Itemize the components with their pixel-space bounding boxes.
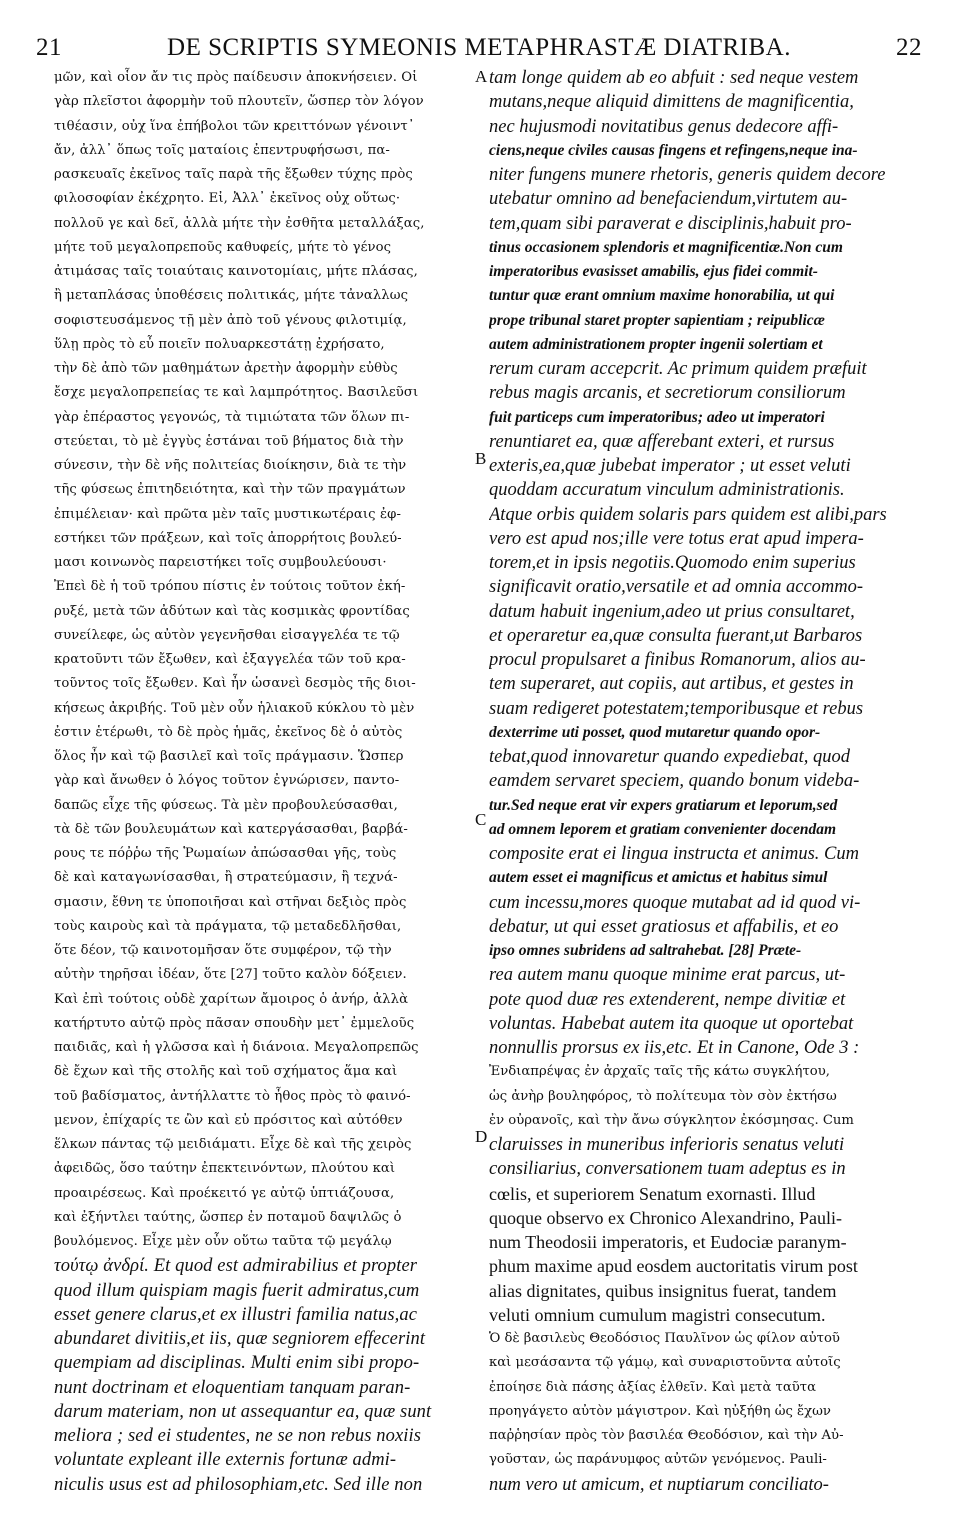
text-line: καὶ ἐξήντλει ταύτης, ὥσπερ ἐν ποταμοῦ δαψιλῶς ὁ (54, 1209, 402, 1225)
text-line: significavit oratio,versatile et ad omnia accommo- (489, 577, 864, 598)
text-line: δαπῶς εἶχε τῆς φύσεως. Τὰ μὲν προβουλεύσασθαι, (54, 797, 398, 813)
text-line: cœlis, et superiorem Senatum exornasti. Illud (489, 1183, 816, 1204)
text-line: ἐστιν ἑτέρωθι, τὸ δὲ πρὸς ἡμᾶς, ἐκεῖνος δὲ ὁ αὐτὸς (54, 724, 403, 740)
text-line: μήτε τοῦ μεγαλοπρεποῦς καθυφείς, μήτε τὸ γένος (54, 239, 392, 255)
text-line: ρους τε πόῤῥω τῆς Ῥωμαίων ἀπώσασθαι γῆς, τοὺς (54, 846, 397, 861)
text-line: σοφιστευσάμενος τῇ μὲν ἀπὸ τοῦ γένους φιλοτιμίᾳ, (54, 312, 407, 328)
text-line: dexterrime uti posset, quod mutaretur quando opor- (489, 723, 821, 741)
text-line: συνείλεφε, ὡς αὐτὸν γεγενῆσθαι εἰσαγγελέα τε τῷ (54, 627, 400, 643)
text-line: abundaret divitiis,et iis, quæ segniorem effecerint (54, 1329, 426, 1349)
text-line: utebatur omnino ad benefaciendum,virtutem au- (489, 189, 848, 210)
text-line: Atque orbis quidem solaris pars quidem est alibi,pars (489, 504, 887, 525)
text-line: ὅτε δέον, τῷ καινοτομῆσαν ὅτε συμφέρον, τῷ τὴν (54, 943, 392, 958)
text-line: quoque observo ex Chronico Alexandrino, Pauli- (489, 1207, 842, 1228)
text-line: γὰρ ἐπέραστος γεγονώς, τὰ τιμιώτατα τῶν ὅλων πι- (54, 409, 410, 425)
margin-mark-d: D (475, 1127, 488, 1146)
text-line: pote quod duæ res extenderent, nempe divitiæ et (489, 989, 846, 1010)
text-line: fuit particeps cum imperatoribus; adeo ut imperatori (489, 408, 825, 426)
text-line: ὅλος ἦν καὶ τῷ βασιλεῖ καὶ τοῖς πράγμασιν. Ὥσπερ (54, 749, 404, 764)
text-line: claruisses in muneribus inferioris senatus veluti (489, 1135, 845, 1155)
running-title: DE SCRIPTIS SYMEONIS METAPHRASTÆ DIATRIBA. (167, 34, 791, 61)
text-line: autem administrationem propter ingenii solertiam et (489, 335, 823, 353)
text-line: Ἐνδιαπρέψας ἐν ἀρχαῖς ταῖς τῆς κάτω συγκλήτου, (489, 1064, 830, 1080)
text-line: eamdem servaret speciem, quando bonum videba- (489, 771, 860, 792)
text-line: torem,et in ipsis negotiis.Quomodo enim superius (489, 553, 856, 573)
text-line: exteris,ea,quæ jubebat imperator ; ut esset veluti (489, 456, 851, 476)
text-line: γὰρ καὶ ἄνωθεν ὁ λόγος τοῦτον ἐγνώρισεν, παντο- (54, 773, 400, 789)
text-line: autem esset ei magnificus et amictus et habitus simul (489, 869, 828, 887)
text-line: προηγάγετο αὐτὸν μάγιστρον. Καὶ ηὐξήθη ὡς ἔχων (489, 1403, 831, 1419)
text-line: datum habuit ingenium,adeo ut prius consultaret, (489, 601, 855, 622)
text-line: esset genere clarus,et ex illustri familia natus,ac (54, 1304, 418, 1325)
text-line: φιλοσοφίαν ἐκέχρητο. Εἰ, Ἀλλ᾽ ἐκεῖνος οὐχ οὕτως· (54, 191, 401, 207)
text-line: composite erat ei lingua instructa et animus. Cum (489, 844, 859, 864)
text-line: veluti omnium cumulum magistri consecutum. (489, 1304, 826, 1325)
text-line: γὰρ πλεῖστοι ἀφορμὴν τοῦ πλουτεῖν, ὥσπερ τὸν λόγον (54, 94, 424, 110)
text-line: ad omnem leporem et gratiam convenienter docendam (489, 820, 836, 838)
text-line: προαιρέσεως. Καὶ προέκειτό γε αὐτῷ ὑπτιάζουσα, (54, 1185, 395, 1201)
text-line: παῤῥησίαν πρὸς τὸν βασιλέα Θεοδόσιον, καὶ τὴν Αὐ- (489, 1428, 844, 1443)
text-line: imperatoribus evasisset amabilis, ejus fidei commit- (489, 263, 818, 280)
text-line: μενον, ἐπίχαρίς τε ὢν καὶ εὐ πρόσιτος καὶ αὐτόθεν (54, 1112, 403, 1128)
text-line: ἄν, ἀλλ᾽ ὅπως τοῖς ματαίοις ἐπεντρυφήσωσι, πα- (54, 142, 390, 158)
text-line: et operaretur ea,quæ consulta fuerant,ut Barbaros (489, 625, 863, 646)
text-line: γοῦσταν, ὡς παράνυμφος αὐτῶν γενόμενος. Pauli- (489, 1452, 827, 1468)
text-line: ἀτιμάσας ταῖς τοιαύταις καινοτομίαις, μήτε πλάσας, (54, 264, 418, 279)
text-line: rea autem manu quoque minime erat parcus, ut- (489, 965, 846, 986)
right-column (489, 66, 919, 1497)
text-line: mutans,neque aliquid dimittens de magnificentia, (489, 92, 854, 113)
margin-mark-a: A (475, 67, 488, 86)
text-line: ἀφειδῶς, ὅσο ταύτην ἐπεκτεινόντων, πλούτου καὶ (54, 1161, 396, 1177)
text-line: tuntur quæ erant omnium maxime honorabilia, ut qui (489, 287, 835, 305)
text-line: κήσεως ἀκριβής. Τοῦ μὲν οὖν ἡλιακοῦ κύκλου τὸ μὲν (54, 700, 415, 716)
text-line: μῶν, καὶ οἷον ἄν τις πρὸς παίδευσιν ἀποκνήσειεν. Οἱ (54, 70, 418, 85)
text-line: ὕλῃ πρὸς τὸ εὖ ποιεῖν πολυαρκεστάτῃ ἐχρήσατο, (54, 336, 385, 352)
text-line: phum maxime apud eosdem auctoritatis virum post (489, 1256, 858, 1277)
text-line: εστήκει τῶν πράξεων, καὶ τοῖς ἀπορρήτοις βουλεύ- (54, 530, 402, 546)
text-line: ρασκευαῖς ἐκεῖνος ταῖς παρὰ τῆς ἔξωθεν τύχης πρὸς (54, 167, 413, 182)
text-line: tem,quam sibi paraverat e disciplinis,habuit pro- (489, 213, 852, 234)
text-line: ipso omnes subridens ad saltrahebat. [28] Præte- (489, 942, 802, 959)
text-line: num vero ut amicum, et nuptiarum conciliato- (489, 1474, 829, 1495)
text-line: quoddam accuratum vinculum administrationis. (489, 480, 845, 501)
text-line: στεύεται, τὸ μὲ ἐγγὺς ἑστάναι τοῦ βήματος διὰ τὴν (54, 433, 404, 449)
text-line: alias dignitates, quibus insignitus fuerat, tandem (489, 1280, 837, 1301)
text-line: σμασιν, ἔθνη τε ὑποποιῆσαι καὶ στῆναι δεξιὸς πρὸς (54, 894, 407, 910)
text-line: παιδιᾶς, καὶ ἡ γλῶσσα καὶ ἡ διάνοια. Μεγαλοπρεπῶς (54, 1040, 419, 1055)
margin-mark-b: B (475, 449, 487, 468)
text-line: voluntas. Habebat autem ita quoque ut oportebat (489, 1013, 854, 1034)
text-line: meliora ; sed ei studentes, ne se non rebus noxiis (54, 1426, 422, 1446)
text-line: prope tribunal staret propter sapientiam ; reipublicæ (489, 311, 825, 329)
text-line: cum incessu,mores quoque mutabat ad id quod vi- (489, 892, 861, 913)
text-line: procul propulsaret a finibus Romanorum, alios au- (489, 650, 866, 670)
text-line: consiliarius, conversationem tuam adeptus es in (489, 1159, 846, 1180)
text-line: debatur, ut qui esset gratiosus et affabilis, et eo (489, 916, 839, 937)
page-number-right: 22 (896, 34, 922, 61)
text-line: σύνεσιν, τὴν δὲ νῆς πολιτείας διοίκησιν, διὰ τε τὴν (54, 458, 407, 473)
text-line: πολλοῦ γε καὶ δεῖ, ἀλλὰ μήτε τὴν ἐσθῆτα μεταλλάξας, (54, 215, 425, 231)
text-line: μασι κοινωνὸς παρειστήκει τοῖς συμβουλεύουσι· (54, 555, 387, 570)
text-line: αὐτὴν τηρῆσαι ἰδέαν, ὅτε [27] τοῦτο καλὸν δόξειεν. (54, 967, 407, 983)
text-line: τοῦντος τοῖς ἔξωθεν. Καὶ ἦν ὡσανεὶ δεσμὸς τῆς διοι- (54, 676, 416, 692)
text-line: δὲ ἔχων καὶ τῆς στολῆς καὶ τοῦ σχήματος ἅμα καὶ (54, 1064, 398, 1080)
text-line: tem superaret, aut copiis, aut artibus, et gestes in (489, 674, 854, 695)
text-line: τοὺς καιροὺς καὶ τὰ πράγματα, τῷ μεταδεδλῆσθαι, (54, 918, 402, 934)
text-line: Ἐπεὶ δὲ ἡ τοῦ τρόπου πίστις ἐν τούτοις τοῦτον ἐκή- (54, 579, 406, 595)
text-line: num Theodosii imperatoris, et Eudociæ paranym- (489, 1232, 847, 1252)
text-line: rebus magis arcanis, et secretiorum consiliorum (489, 383, 846, 404)
text-line: ἐπιμέλειαν· καὶ πρῶτα μὲν ταῖς μυστικωτέραις ἐφ- (54, 506, 402, 522)
text-line: ἐποίησε διὰ πάσης ἀξίας ἐλθεῖν. Καὶ μετὰ ταῦτα (489, 1379, 816, 1395)
page-number-left: 21 (36, 34, 62, 61)
text-line: ὡς ἀνὴρ βουληφόρος, τὸ πολίτευμα τὸν σὸν ἐκτήσω (489, 1088, 837, 1104)
text-line: ρυξέ, μετὰ τῶν ἀδύτων καὶ τὰς κοσμικὰς φροντίδας (54, 603, 410, 619)
text-line: τῆς φύσεως ἐπιτηδειότητα, καὶ τὴν τῶν πραγμάτων (54, 482, 406, 498)
text-line: ἔσχε μεγαλοπρεπείας τε καὶ λαμπρότητος. Βασιλεῦσι (54, 385, 419, 401)
text-line: rerum curam accepcrit. Ac primum quidem præfuit (489, 359, 867, 379)
text-line: nonnullis prorsus ex iis,etc. Et in Canone, Ode 3 : (489, 1038, 860, 1058)
text-line: καὶ μεσάσαντα τῷ γάμῳ, καὶ συναριστοῦντα αὐτοῖς (489, 1355, 841, 1371)
text-line: κατήρτυτο αὐτῷ πρὸς πᾶσαν σπουδὴν μετ᾽ ἐμμελοῦς (54, 1015, 415, 1031)
text-line: ἐν οὐρανοῖς, καὶ τὴν ἄνω σύγκλητον ἐκόσμησας. Cum (489, 1112, 854, 1128)
text-line: ἕλκων πάντας τῷ μειδιάματι. Εἶχε δὲ καὶ τῆς χειρὸς (54, 1137, 412, 1152)
text-line: τούτῳ ἀνδρί. Et quod est admirabilius et propter (54, 1256, 418, 1277)
text-line: ciens,neque civiles causas fingens et refingens,neque ina- (489, 141, 858, 159)
text-line: niter fungens munere rhetoris, generis quidem decore (489, 165, 886, 185)
text-line: voluntate expleant ille externis fortunæ admi- (54, 1450, 397, 1471)
text-line: tam longe quidem ab eo abfuit : sed neque vestem (489, 68, 859, 88)
text-line: suam redigeret potestatem;temporibusque et rebus (489, 698, 864, 719)
text-line: nunt doctrinam et eloquentiam tanquam paran- (54, 1377, 411, 1398)
text-line: tinus occasionem splendoris et magnificentiæ.Non cum (489, 238, 843, 256)
text-line: Ὁ δὲ βασιλεὺς Θεοδόσιος Παυλῖνον ὡς φίλον αὐτοῦ (489, 1331, 840, 1346)
left-column (54, 66, 487, 1497)
running-header (36, 34, 922, 64)
text-line: Καὶ ἐπὶ τούτοις οὐδὲ χαρίτων ἄμοιρος ὁ ἀνήρ, ἀλλὰ (54, 991, 409, 1007)
text-line: quod illum quispiam magis fuerit admiratus,cum (54, 1280, 420, 1301)
margin-mark-c: C (475, 810, 487, 829)
text-line: renuntiaret ea, quæ afferebant exteri, et rursus (489, 431, 835, 452)
text-line: nec hujusmodi novitatibus genus dedecore affi- (489, 116, 839, 137)
text-line: βουλόμενος. Εἶχε μὲν οὖν οὕτω ταῦτα τῷ μεγάλῳ (54, 1234, 392, 1249)
text-line: quempiam ad disciplinas. Multi enim sibi propo- (54, 1353, 420, 1374)
text-line: darum materiam, non ut assequantur ea, quæ sunt (54, 1401, 432, 1422)
text-line: δὲ καὶ καταγωνίσασθαι, ἢ στρατεύμασιν, ἢ τεχνά- (54, 870, 398, 886)
text-line: ἢ μεταπλάσας ὑποθέσεις πολιτικάς, μήτε τἀναλλως (54, 288, 409, 304)
text-line: vero est apud nos;ille vere totus erat apud impera- (489, 528, 864, 549)
text-line: niculis usus est ad philosophiam,etc. Sed ille non (54, 1474, 423, 1495)
text-line: τὰ δὲ τῶν βουλευμάτων καὶ κατεργάσασθαι, βαρβά- (54, 821, 408, 837)
text-line: τιθέασιν, οὐχ ἵνα ἐπήβολοι τῶν κρειττόνων γένοιντ᾽ (54, 118, 415, 134)
text-line: τὴν δὲ ἀπὸ τῶν μαθημάτων ἀρετὴν ἀφορμὴν εὐθὺς (54, 361, 398, 376)
text-line: κρατοῦντι τῶν ἔξωθεν, καὶ ἐξαγγελέα τῶν τοῦ κρα- (54, 652, 406, 667)
text-line: τοῦ βαδίσματος, ἀντήλλαττε τὸ ἦθος πρὸς τὸ φαινό- (54, 1088, 411, 1104)
text-line: tur.Sed neque erat vir expers gratiarum et leporum,sed (489, 796, 838, 814)
text-line: tebat,quod innovaretur quando expediebat, quod (489, 747, 851, 767)
